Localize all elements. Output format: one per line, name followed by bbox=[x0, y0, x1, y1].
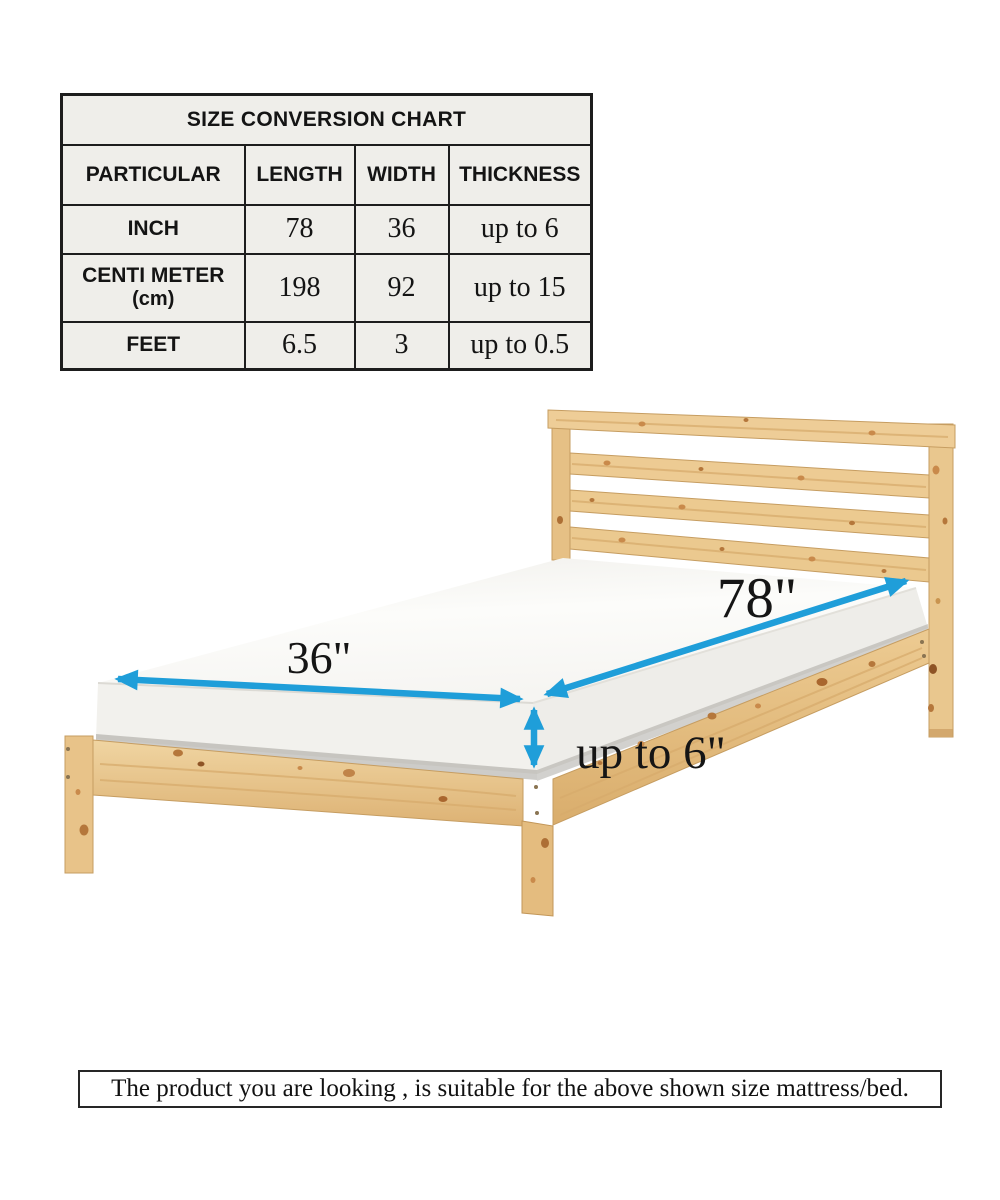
size-conversion-table bbox=[60, 93, 593, 371]
row-label-inch: INCH bbox=[62, 205, 245, 254]
table-row-feet bbox=[62, 322, 592, 370]
thickness-dimension-label: up to 6" bbox=[576, 727, 726, 779]
mattress bbox=[96, 558, 928, 781]
bed-diagram bbox=[0, 380, 1000, 1060]
width-dimension-label: 36" bbox=[286, 632, 352, 683]
inch-thickness: up to 6 bbox=[449, 205, 592, 254]
row-label-centimeter bbox=[62, 254, 245, 322]
col-header-length: LENGTH bbox=[245, 145, 355, 205]
headboard-left-post bbox=[552, 413, 570, 560]
right-post-foot-shade bbox=[930, 729, 953, 737]
centimeter-length: 198 bbox=[245, 254, 355, 322]
front-left-leg bbox=[65, 736, 93, 873]
feet-length: 6.5 bbox=[245, 322, 355, 370]
feet-thickness: up to 0.5 bbox=[449, 322, 592, 370]
table-row-centimeter bbox=[62, 254, 592, 322]
footer-note-box bbox=[78, 1070, 942, 1108]
footer-note-text: The product you are looking , is suitable for the above shown size mattress/bed. bbox=[111, 1075, 909, 1102]
col-header-particular: PARTICULAR bbox=[62, 145, 245, 205]
table-row-inch bbox=[62, 205, 592, 254]
centimeter-thickness: up to 15 bbox=[449, 254, 592, 322]
table-header-row bbox=[62, 145, 592, 205]
row-label-feet: FEET bbox=[62, 322, 245, 370]
centimeter-label-line1: CENTI METER bbox=[82, 263, 225, 287]
table-title-row bbox=[62, 95, 592, 145]
inch-length: 78 bbox=[245, 205, 355, 254]
front-corner-leg bbox=[522, 821, 553, 916]
centimeter-width: 92 bbox=[355, 254, 449, 322]
centimeter-label-line2: (cm) bbox=[132, 288, 175, 311]
feet-width: 3 bbox=[355, 322, 449, 370]
col-header-width: WIDTH bbox=[355, 145, 449, 205]
inch-width: 36 bbox=[355, 205, 449, 254]
length-dimension-label: 78" bbox=[716, 567, 798, 630]
col-header-thickness: THICKNESS bbox=[449, 145, 592, 205]
table-title: SIZE CONVERSION CHART bbox=[62, 95, 592, 145]
